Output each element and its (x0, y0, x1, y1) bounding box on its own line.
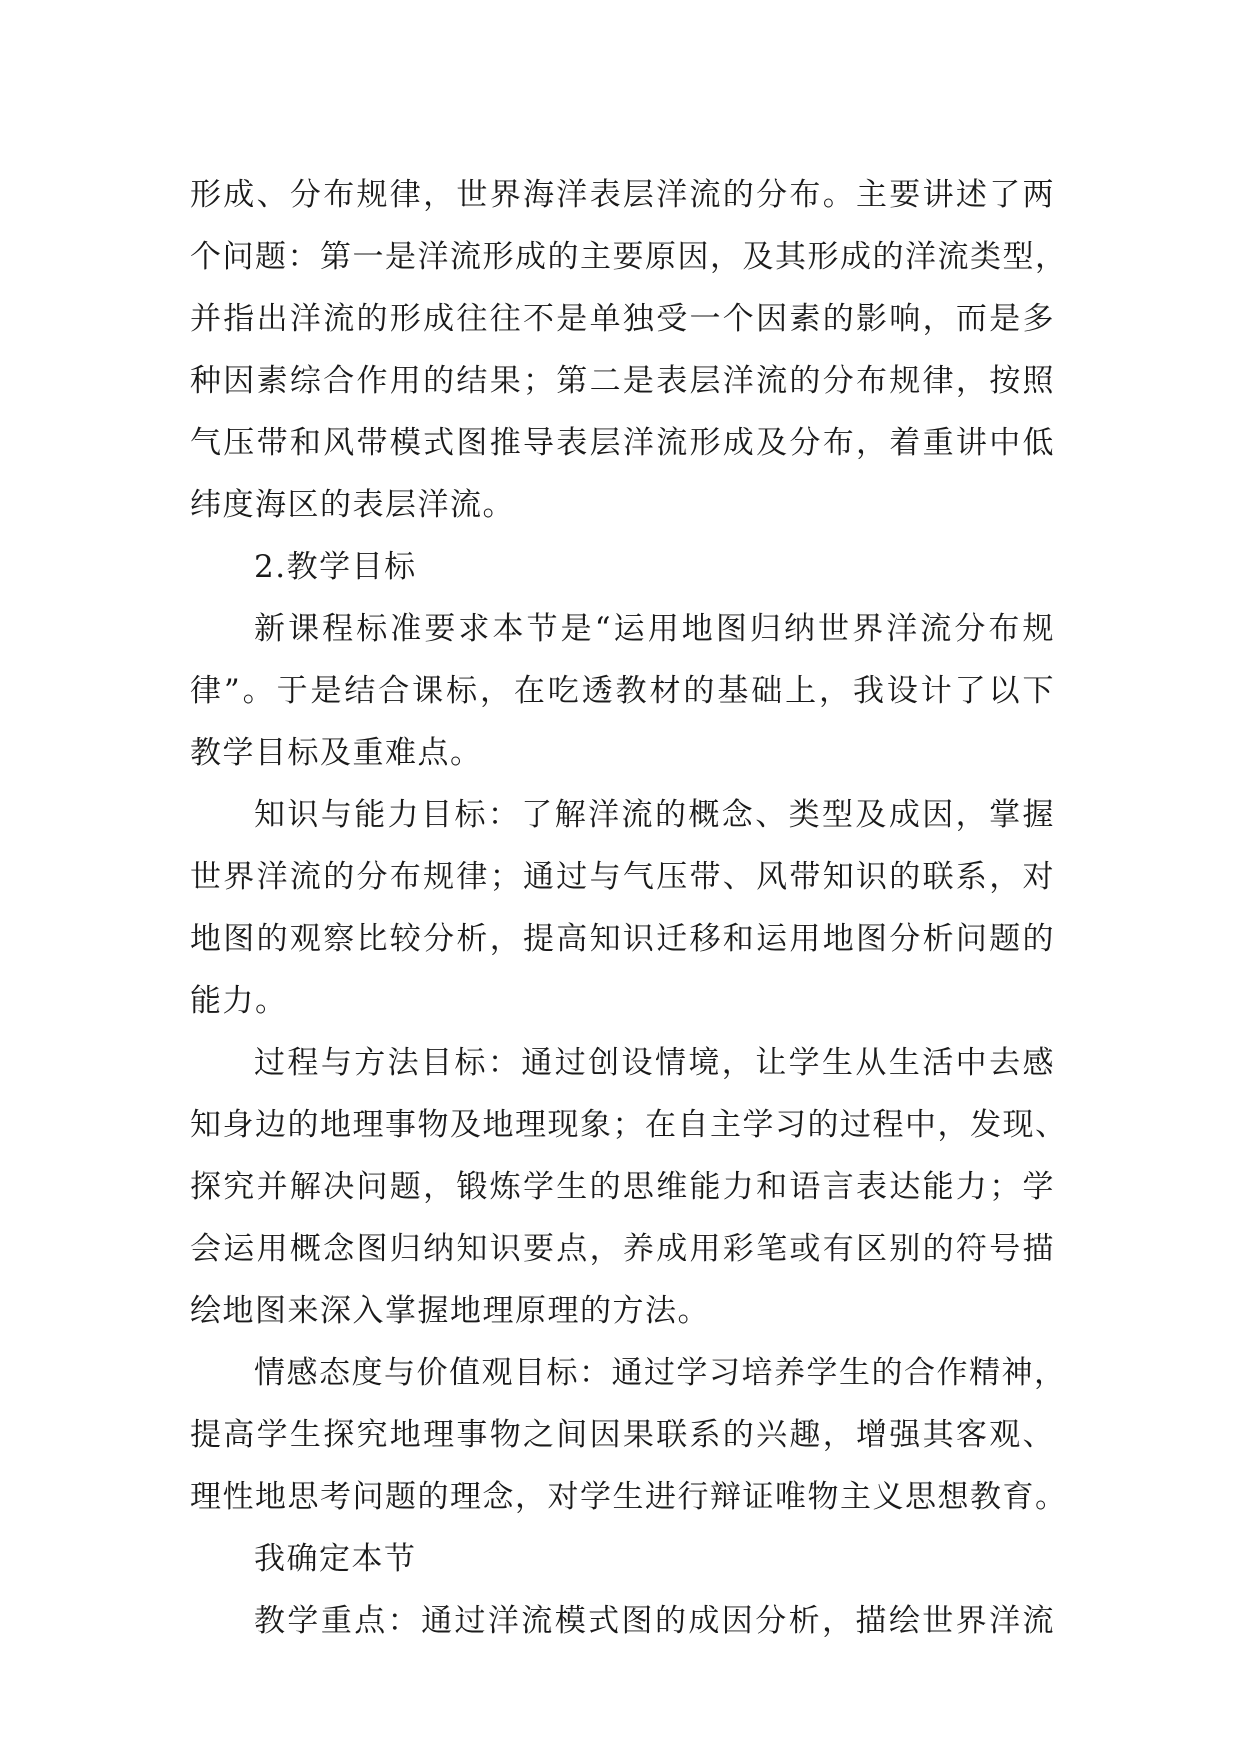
text-line: 教学重点：通过洋流模式图的成因分析，描绘世界洋流 (254, 1603, 1055, 1639)
text-line: 并指出洋流的形成往往不是单独受一个因素的影响，而是多 (190, 301, 1055, 337)
text-line: 个问题：第一是洋流形成的主要原因，及其形成的洋流类型， (190, 239, 1068, 275)
text-line: 纬度海区的表层洋流。 (190, 487, 515, 523)
text-line: 地图的观察比较分析，提高知识迁移和运用地图分析问题的 (190, 921, 1055, 957)
text-line: 律”。于是结合课标，在吃透教材的基础上，我设计了以下 (190, 673, 1055, 709)
text-line: 过程与方法目标：通过创设情境，让学生从生活中去感 (254, 1045, 1055, 1081)
text-line: 我确定本节 (254, 1541, 417, 1577)
text-line: 会运用概念图归纳知识要点，养成用彩笔或有区别的符号描 (190, 1231, 1055, 1267)
text-line: 探究并解决问题，锻炼学生的思维能力和语言表达能力；学 (190, 1169, 1055, 1205)
section-heading: 2.教学目标 (254, 549, 417, 585)
text-line: 气压带和风带模式图推导表层洋流形成及分布，着重讲中低 (190, 425, 1055, 461)
text-line: 情感态度与价值观目标：通过学习培养学生的合作精神， (254, 1355, 1067, 1391)
text-line: 知识与能力目标：了解洋流的概念、类型及成因，掌握 (254, 797, 1055, 833)
text-line: 新课程标准要求本节是“运用地图归纳世界洋流分布规 (254, 611, 1055, 647)
text-line: 知身边的地理事物及地理现象；在自主学习的过程中，发现、 (190, 1107, 1068, 1143)
text-line: 能力。 (190, 983, 288, 1019)
text-line: 种因素综合作用的结果；第二是表层洋流的分布规律，按照 (190, 363, 1055, 399)
text-line: 形成、分布规律，世界海洋表层洋流的分布。主要讲述了两 (190, 177, 1055, 213)
text-line: 世界洋流的分布规律；通过与气压带、风带知识的联系，对 (190, 859, 1055, 895)
document-body (190, 164, 1068, 1652)
text-line: 提高学生探究地理事物之间因果联系的兴趣，增强其客观、 (190, 1417, 1055, 1453)
text-line: 教学目标及重难点。 (190, 735, 483, 771)
text-line: 理性地思考问题的理念，对学生进行辩证唯物主义思想教育。 (190, 1479, 1068, 1515)
text-line: 绘地图来深入掌握地理原理的方法。 (190, 1293, 710, 1329)
